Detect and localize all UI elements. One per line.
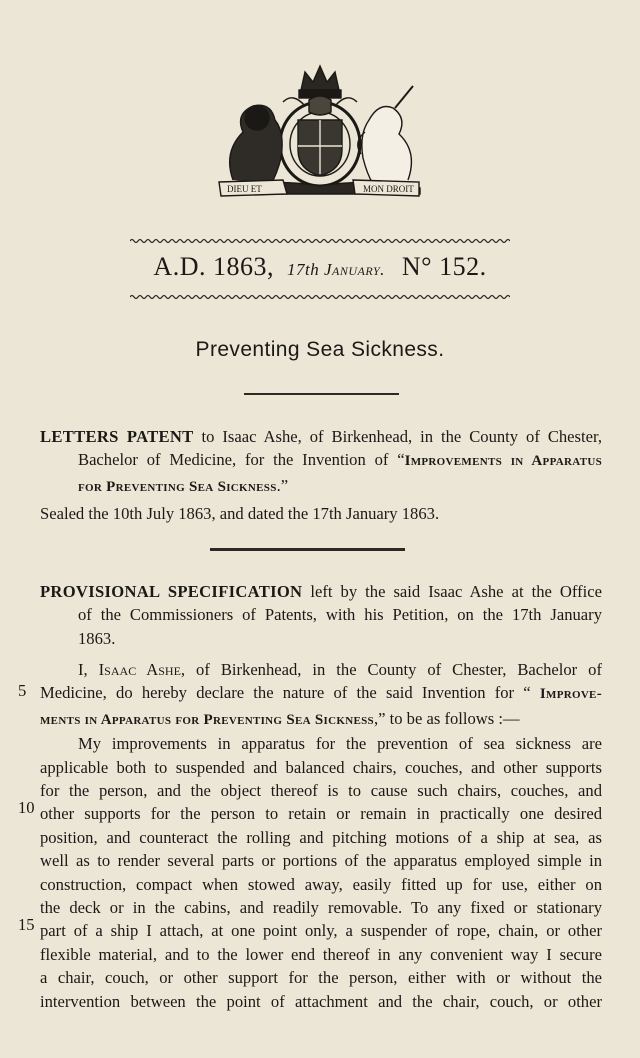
patent-title: Preventing Sea Sickness. xyxy=(195,338,445,361)
divider-rule xyxy=(244,393,399,395)
body-line: applicable both to suspended and balanced chairs, couches, and other supports xyxy=(40,757,602,777)
line-number-10: 10 xyxy=(18,798,35,817)
motto-right: MON DROIT xyxy=(363,184,414,194)
body-line: well as to render several parts or portions of the apparatus employed simple in xyxy=(40,851,602,871)
body-line: construction, compact when stowed away, easily fitted up for use, either on xyxy=(40,874,602,894)
sealed-text: Sealed the 10th July 1863, and dated the 17th January 1863. xyxy=(40,504,440,523)
body-line: for the person, and the object thereof is to cause such chairs, couches, and xyxy=(40,781,602,801)
header-year: A.D. 1863, xyxy=(153,252,274,281)
body-line-2: Medicine, do hereby declare the nature of the said Invention for “ xyxy=(40,683,540,703)
provisional-lead: PROVISIONAL SPECIFICATION xyxy=(40,582,303,601)
provisional-specification-heading xyxy=(40,580,602,650)
header-date-day: 17th xyxy=(286,260,320,279)
body-line-1a: I, xyxy=(78,660,99,679)
body-line-3: ,” to be as follows :— xyxy=(373,708,520,728)
body-line: other supports for the person to retain or remain in practically one desired xyxy=(40,804,602,824)
body-line-1b: , of Birkenhead, in the County of Chester, Bachelor of xyxy=(180,660,603,679)
motto-left: DIEU ET xyxy=(227,184,262,194)
ornamental-rule-top xyxy=(130,238,510,244)
letters-patent-line3-end: .” xyxy=(276,475,289,495)
divider-rule-2 xyxy=(210,548,405,551)
ornamental-rule-bottom xyxy=(130,294,510,300)
letters-patent-line1: to Isaac Ashe, of Birkenhead, in the County of Chester, xyxy=(193,427,602,446)
body-line: position, and counteract the rolling and pitching motions of a ship at sea, as xyxy=(40,827,602,847)
header-date xyxy=(287,260,385,279)
body-line: a chair, couch, or other support for the person, either with or without the xyxy=(40,968,602,988)
provisional-line3: 1863. xyxy=(78,628,116,648)
sealed-line xyxy=(40,502,602,525)
patent-header xyxy=(0,252,640,282)
letters-patent-line2: Bachelor of Medicine, for the Invention of “ xyxy=(78,450,405,470)
invention-ref-part2: ments in Apparatus for Preventing Sea Sickness xyxy=(40,711,374,728)
body-line: My improvements in apparatus for the prevention of sea sickness are xyxy=(78,734,602,754)
provisional-line1: left by the said Isaac Ashe at the Office xyxy=(302,582,602,601)
invention-ref-part1: Improve- xyxy=(539,686,602,703)
royal-coat-of-arms xyxy=(213,62,428,199)
line-number-5: 5 xyxy=(18,681,27,700)
body-line: flexible material, and to the lower end thereof in any convenient way I secure xyxy=(40,944,602,964)
body-line: intervention between the point of attachment and the chair, couch, or other xyxy=(40,991,602,1011)
header-date-month: January. xyxy=(323,260,385,279)
inventor-name: Isaac Ashe xyxy=(98,660,181,679)
body-line: part of a ship I attach, at one point only, a suspender of rope, chain, or other xyxy=(40,921,602,941)
patent-number: N° 152. xyxy=(401,252,487,281)
invention-title-part2: for Preventing Sea Sickness xyxy=(78,478,277,495)
letters-patent-lead: LETTERS PATENT xyxy=(40,427,194,446)
letters-patent-paragraph xyxy=(40,425,602,499)
body-line: the deck or in the cabins, and readily removable. To any fixed or stationary xyxy=(40,898,602,918)
specification-body xyxy=(40,658,602,1013)
invention-title-part1: Improvements in Apparatus xyxy=(404,453,602,470)
line-number-15: 15 xyxy=(18,915,35,934)
provisional-line2: of the Commissioners of Patents, with his Petition, on the 17th January xyxy=(78,605,602,625)
